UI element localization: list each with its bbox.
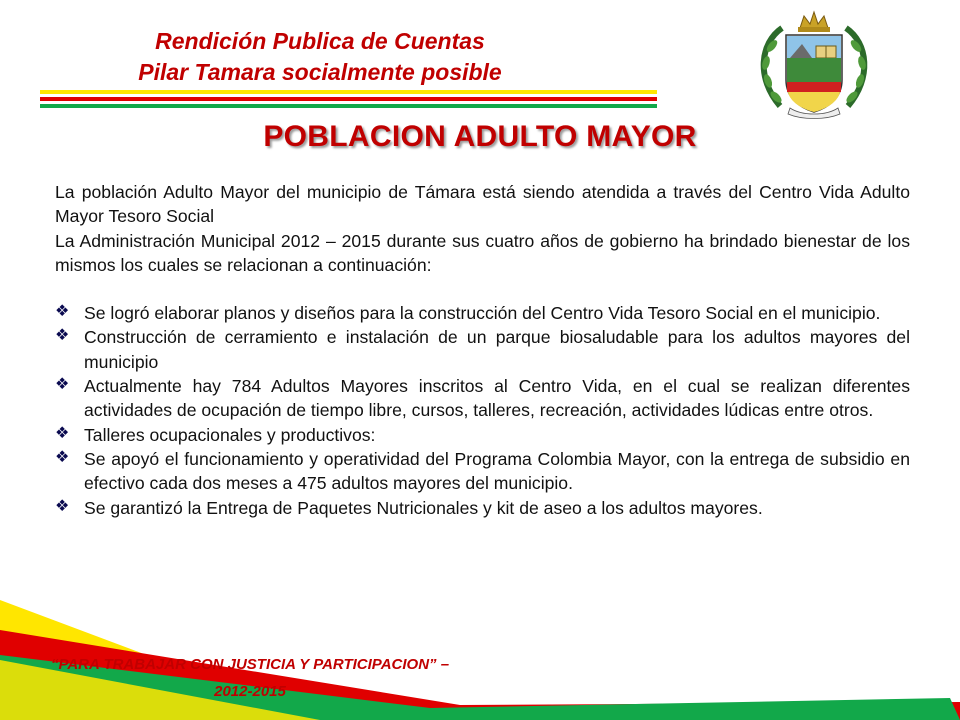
list-item	[55, 325, 910, 374]
list-item-text: Construcción de cerramiento e instalación de un parque biosaludable para los adultos mayores del municipio	[84, 327, 910, 372]
header-stripe-green	[40, 104, 657, 108]
list-item	[55, 301, 910, 325]
achievements-list	[55, 301, 910, 520]
diamond-bullet-icon: ❖	[55, 448, 70, 466]
list-item-text: Talleres ocupacionales y productivos:	[84, 424, 376, 445]
diamond-bullet-icon: ❖	[55, 327, 70, 345]
list-item-text: Se apoyó el funcionamiento y operatividad del Programa Colombia Mayor, con la entrega de subsidio en efectivo cada dos meses a 475 adultos mayores del municipio.	[84, 448, 910, 494]
diamond-bullet-icon: ❖	[55, 497, 70, 515]
footer-years: 2012-2015	[214, 683, 286, 700]
list-item	[55, 374, 910, 423]
list-item	[55, 496, 910, 520]
header-stripe-red	[40, 97, 657, 101]
main-content	[55, 180, 910, 520]
intro-paragraph: La población Adulto Mayor del municipio de Támara está siendo atendida a través del Centro Vida Adulto Mayor Tesoro Social	[55, 182, 910, 227]
header-stripe-yellow	[40, 90, 657, 94]
list-item-text: Se logró elaborar planos y diseños para la construcción del Centro Vida Tesoro Social en el municipio.	[84, 303, 881, 324]
list-item-text: Se garantizó la Entrega de Paquetes Nutricionales y kit de aseo a los adultos mayores.	[84, 497, 763, 518]
footer-slogan: “PARA TRABAJAR CON JUSTICIA Y PARTICIPACION” –	[50, 656, 450, 673]
list-item	[55, 423, 910, 447]
intro-paragraph: La Administración Municipal 2012 – 2015 durante sus cuatro años de gobierno ha brindado bienestar de los mismos los cuales se relacionan a continuación:	[55, 230, 910, 275]
header-subtitle: Pilar Tamara socialmente posible	[138, 59, 502, 85]
list-item-text: Actualmente hay 784 Adultos Mayores inscritos al Centro Vida, en el cual se realizan diferentes actividades de ocupación de tiempo libre, cursos, talleres, recreación, actividades lúdicas entre otros.	[84, 376, 910, 421]
municipal-coat-of-arms-icon	[742, 8, 886, 120]
paragraph-spacer	[55, 277, 910, 301]
diamond-bullet-icon: ❖	[55, 303, 70, 321]
diamond-bullet-icon: ❖	[55, 376, 70, 394]
list-item	[55, 447, 910, 496]
page-title: POBLACION ADULTO MAYOR	[263, 120, 697, 153]
header-title: Rendición Publica de Cuentas	[155, 28, 485, 54]
diamond-bullet-icon: ❖	[55, 424, 70, 442]
